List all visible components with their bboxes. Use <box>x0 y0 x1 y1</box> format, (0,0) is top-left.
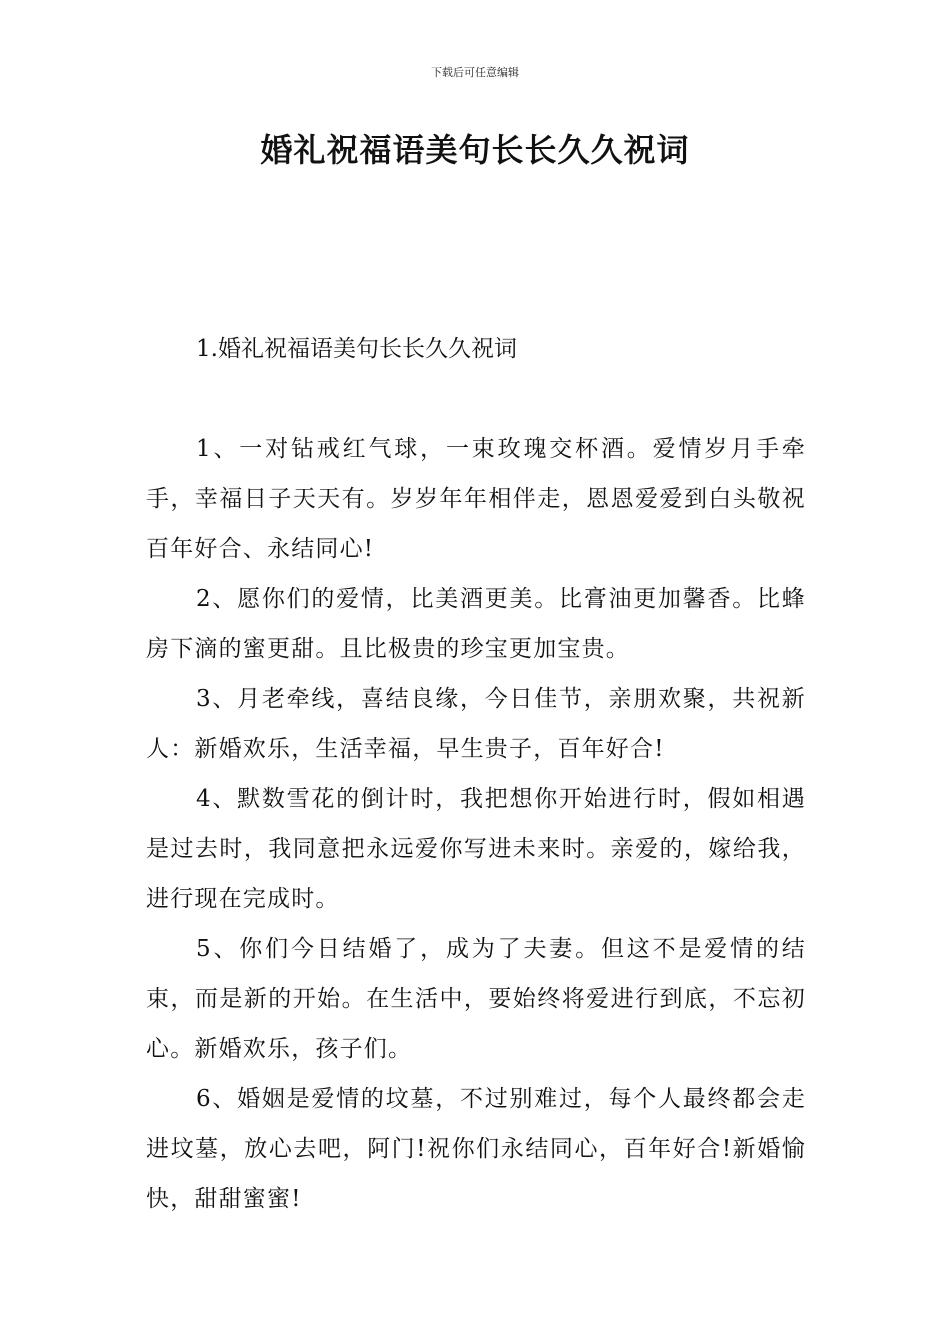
document-body <box>146 424 806 1224</box>
paragraph-2: 2、愿你们的爱情，比美酒更美。比膏油更加馨香。比蜂房下滴的蜜更甜。且比极贵的珍宝更加宝贵。 <box>146 586 806 662</box>
paragraph-6: 6、婚姻是爱情的坟墓，不过别难过，每个人最终都会走进坟墓，放心去吧，阿门!祝你们永结同心，百年好合!新婚愉快，甜甜蜜蜜! <box>146 1086 806 1212</box>
header-note: 下载后可任意编辑 <box>431 66 519 79</box>
paragraph-4: 4、默数雪花的倒计时，我把想你开始进行时，假如相遇是过去时，我同意把永远爱你写进未来时。亲爱的，嫁给我，进行现在完成时。 <box>146 786 806 912</box>
document-title: 婚礼祝福语美句长长久久祝词 <box>260 131 690 169</box>
section-heading: 1.婚礼祝福语美句长长久久祝词 <box>196 336 517 362</box>
paragraph-5: 5、你们今日结婚了，成为了夫妻。但这不是爱情的结束，而是新的开始。在生活中，要始终将爱进行到底，不忘初心。新婚欢乐，孩子们。 <box>146 936 806 1062</box>
paragraph-1: 1、一对钻戒红气球，一束玫瑰交杯酒。爱情岁月手牵手，幸福日子天天有。岁岁年年相伴走，恩恩爱爱到白头敬祝百年好合、永结同心! <box>146 436 806 562</box>
paragraph-3: 3、月老牵线，喜结良缘，今日佳节，亲朋欢聚，共祝新人：新婚欢乐，生活幸福，早生贵子，百年好合! <box>146 686 806 762</box>
